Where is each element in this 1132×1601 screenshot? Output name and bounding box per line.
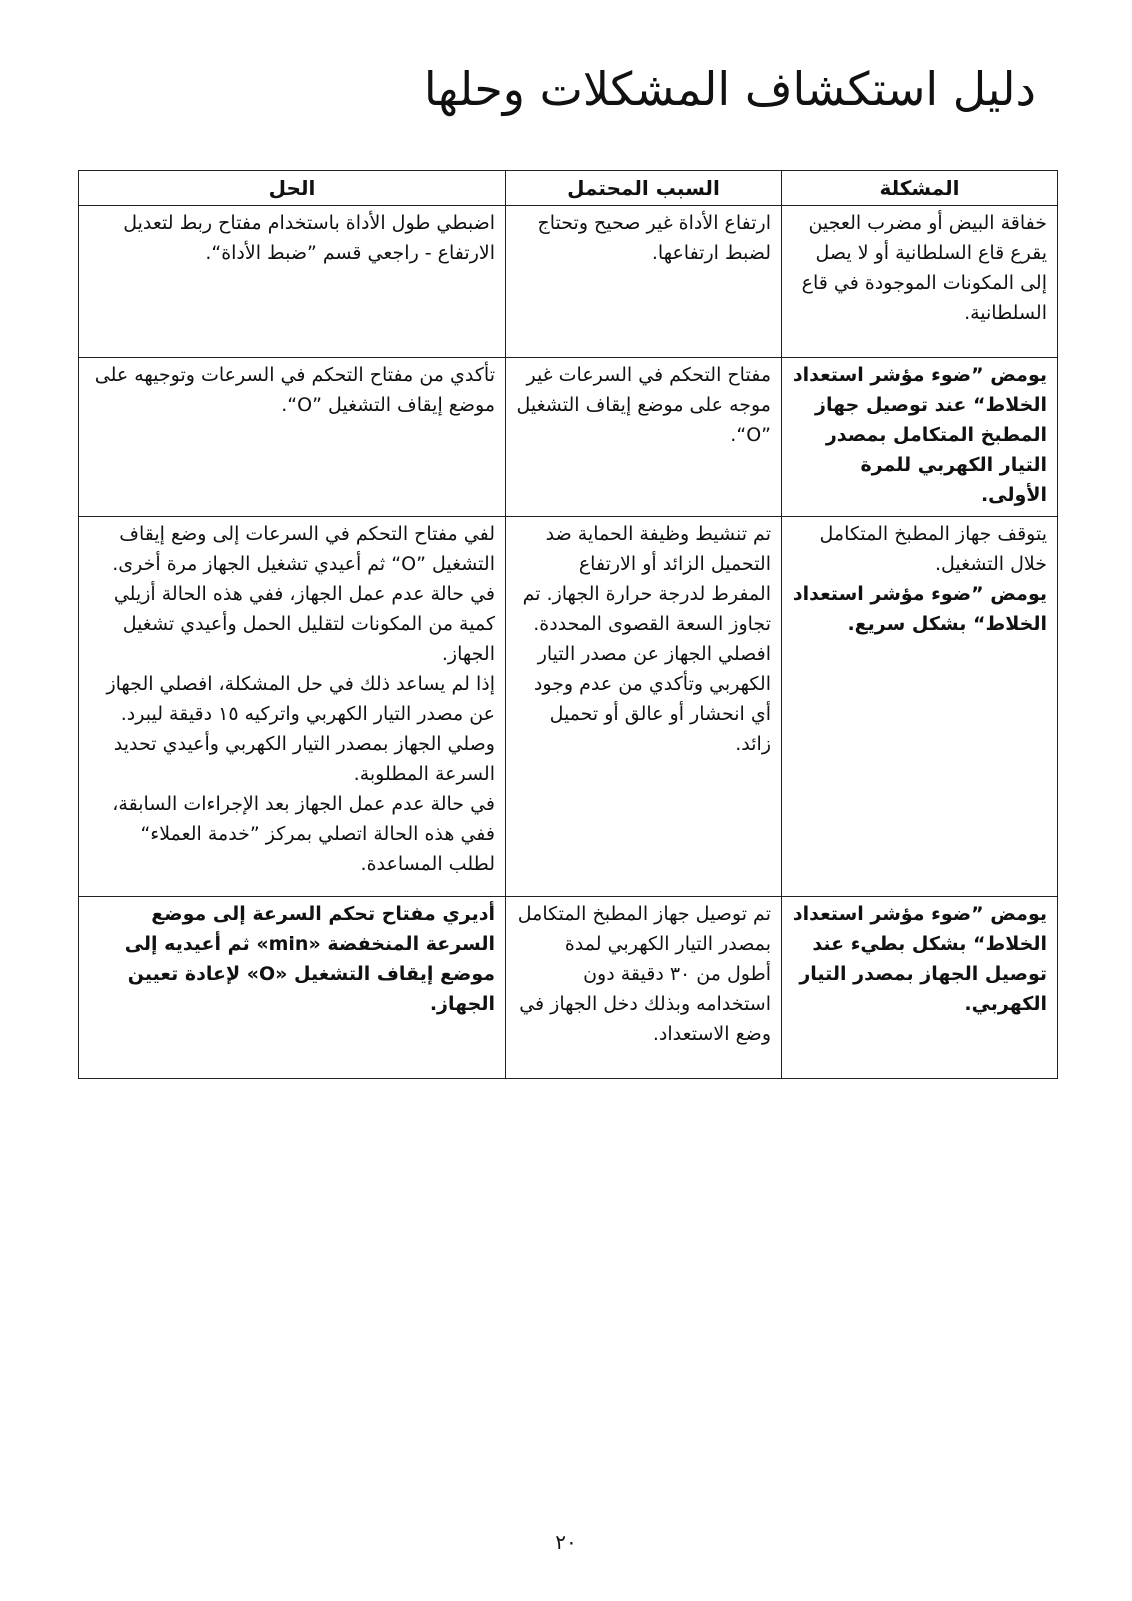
header-cause: السبب المحتمل <box>506 171 782 206</box>
cell-text: مفتاح التحكم في السرعات غير موجه على موضع إيقاف التشغيل ”O“. <box>516 364 771 446</box>
table-row <box>79 206 1058 358</box>
solution-cell <box>79 206 506 358</box>
cause-cell <box>506 358 782 517</box>
troubleshooting-table <box>78 170 1058 1079</box>
table-row <box>79 358 1058 517</box>
problem-cell <box>782 897 1058 1079</box>
cause-cell <box>506 517 782 897</box>
problem-cell <box>782 358 1058 517</box>
table-row <box>79 897 1058 1079</box>
cell-text: أديري مفتاح تحكم السرعة إلى موضع السرعة المنخفضة «min» ثم أعيديه إلى موضع إيقاف التشغيل «O» لإعادة تعيين الجهاز. <box>124 903 495 1015</box>
cell-text: يومض ”ضوء مؤشر استعداد الخلاط“ بشكل سريع. <box>792 583 1047 635</box>
solution-cell <box>79 517 506 897</box>
cell-text: اضبطي طول الأداة باستخدام مفتاح ربط لتعديل الارتفاع - راجعي قسم ”ضبط الأداة“. <box>123 212 495 264</box>
cell-text: لفي مفتاح التحكم في السرعات إلى وضع إيقاف التشغيل ”O“ ثم أعيدي تشغيل الجهاز مرة أخرى. <box>112 523 495 575</box>
cause-cell <box>506 206 782 358</box>
cause-cell <box>506 897 782 1079</box>
page-number: ٢٠ <box>555 1530 577 1554</box>
problem-cell <box>782 517 1058 897</box>
cell-text: يتوقف جهاز المطبخ المتكامل خلال التشغيل. <box>819 523 1047 575</box>
cell-text: يومض ”ضوء مؤشر استعداد الخلاط“ بشكل بطيء عند توصيل الجهاز بمصدر التيار الكهربي. <box>792 903 1047 1015</box>
solution-cell <box>79 897 506 1079</box>
problem-cell <box>782 206 1058 358</box>
page-title: دليل استكشاف المشكلات وحلها <box>423 62 1036 116</box>
cell-text: في حالة عدم عمل الجهاز، ففي هذه الحالة أزيلي كمية من المكونات لتقليل الحمل وأعيدي تشغيل الجهاز. <box>113 583 495 665</box>
cell-text: خفاقة البيض أو مضرب العجين يقرع قاع السلطانية أو لا يصل إلى المكونات الموجودة في قاع السلطانية. <box>801 212 1047 324</box>
cell-text: تم توصيل جهاز المطبخ المتكامل بمصدر التيار الكهربي لمدة أطول من ٣٠ دقيقة دون استخدامه وبذلك دخل الجهاز في وضع الاستعداد. <box>517 903 771 1045</box>
cell-text: تم تنشيط وظيفة الحماية ضد التحميل الزائد أو الارتفاع المفرط لدرجة حرارة الجهاز. تم تجاوز السعة القصوى المحددة. <box>522 523 771 635</box>
cell-text: في حالة عدم عمل الجهاز بعد الإجراءات السابقة، ففي هذه الحالة اتصلي بمركز ”خدمة العملاء“ لطلب المساعدة. <box>112 793 495 875</box>
cell-text: يومض ”ضوء مؤشر استعداد الخلاط“ عند توصيل جهاز المطبخ المتكامل بمصدر التيار الكهربي للمرة الأولى. <box>792 364 1047 506</box>
table-header-row <box>79 171 1058 206</box>
solution-cell <box>79 358 506 517</box>
header-solution: الحل <box>79 171 506 206</box>
cell-text: ارتفاع الأداة غير صحيح وتحتاج لضبط ارتفاعها. <box>537 212 771 264</box>
cell-text: افصلي الجهاز عن مصدر التيار الكهربي وتأكدي من عدم وجود أي انحشار أو عالق أو تحميل زائد. <box>533 643 771 755</box>
cell-text: إذا لم يساعد ذلك في حل المشكلة، افصلي الجهاز عن مصدر التيار الكهربي واتركيه ١٥ دقيقة ليبرد. وصلي الجهاز بمصدر التيار الكهربي وأعيدي تحديد السرعة المطلوبة. <box>106 673 495 785</box>
table-row <box>79 517 1058 897</box>
cell-text: تأكدي من مفتاح التحكم في السرعات وتوجيهه على موضع إيقاف التشغيل ”O“. <box>94 364 495 416</box>
header-problem: المشكلة <box>782 171 1058 206</box>
